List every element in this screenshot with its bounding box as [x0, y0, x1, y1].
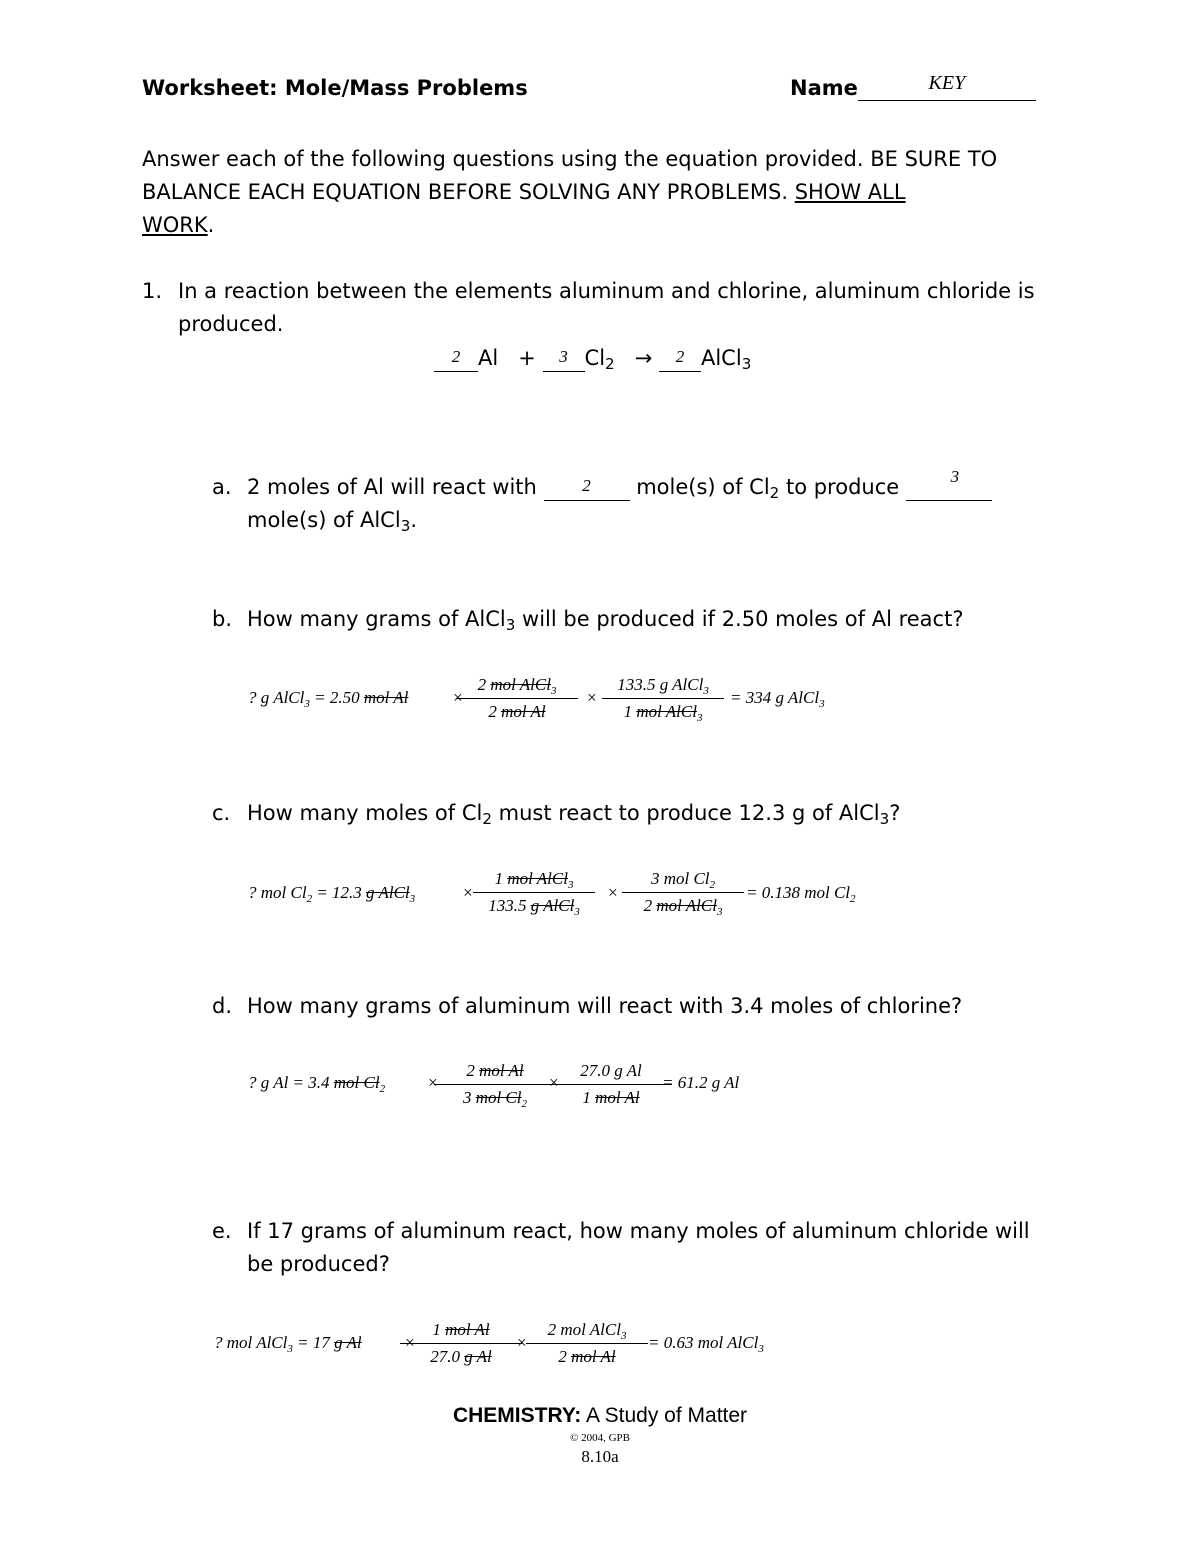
footer-copyright: © 2004, GPB [569, 1432, 630, 1444]
part-b-eq: = 2.50 [309, 688, 364, 707]
part-c-f2-den-strike: mol AlCl [656, 896, 717, 915]
part-e-label: e. [212, 1219, 232, 1243]
part-c-f2-num-sub: 2 [709, 879, 716, 891]
part-d-f2-bar [550, 1084, 672, 1085]
part-e-line-1: If 17 grams of aluminum react, how many moles of aluminum chloride will [247, 1219, 1030, 1243]
instructions [142, 143, 997, 242]
part-d-f2-den-strike: mol Al [595, 1088, 640, 1107]
part-b-f2-den-sub: 3 [696, 712, 703, 724]
part-d-f1-den-coef: 3 [462, 1088, 476, 1107]
part-b-f2-num-text: 133.5 g AlCl [617, 675, 704, 694]
part-c-eq: = 12.3 [312, 883, 367, 902]
part-e-eq: = 17 [292, 1333, 335, 1352]
part-b-f1-num-strike: mol AlCl [490, 675, 551, 694]
part-e-fraction-2 [522, 1319, 652, 1368]
part-a-t1: 2 moles of Al will react with [247, 475, 544, 499]
part-c-f1-den-coef: 133.5 [488, 896, 531, 915]
part-c-times-2: × [607, 883, 619, 902]
instructions-work: WORK [142, 213, 208, 237]
footer-brand-bold: CHEMISTRY: [452, 1404, 582, 1427]
part-c-fraction-2 [618, 868, 748, 917]
part-e-f1-den-coef: 27.0 [430, 1347, 465, 1366]
species-alcl: AlCl [700, 346, 742, 370]
coef-cl-blank [543, 347, 585, 372]
part-c-times-1: × [462, 883, 474, 902]
part-c-f1-num-coef: 1 [494, 869, 508, 888]
part-b-f1-den [452, 701, 582, 723]
part-c-lhs-text: ? mol Cl [248, 883, 307, 902]
part-d-question: How many grams of aluminum will react with 3.4 moles of chlorine? [247, 994, 963, 1018]
part-e-result [648, 1333, 764, 1353]
part-e-f2-den [522, 1346, 652, 1368]
part-d-lhs [248, 1073, 385, 1093]
part-d-f1-den [430, 1087, 560, 1109]
question-1-text [178, 275, 1035, 341]
part-c-f2-num-text: 3 mol Cl [650, 869, 710, 888]
instructions-line-2-text: BALANCE EACH EQUATION BEFORE SOLVING ANY PROBLEMS. [142, 180, 795, 204]
part-e-f2-den-strike: mol Al [571, 1347, 616, 1366]
part-a-text [247, 467, 992, 537]
part-b-f1-num [452, 674, 582, 696]
part-d-fraction-2 [546, 1060, 676, 1109]
part-e-f2-num-sub: 3 [620, 1330, 627, 1342]
part-c-q3: ? [889, 801, 901, 825]
part-c-label: c. [212, 801, 231, 825]
instructions-line-3 [142, 209, 997, 242]
name-label: Name [790, 76, 858, 100]
part-b-f2-den-strike: mol AlCl [636, 702, 697, 721]
part-b-f1-num-coef: 2 [477, 675, 491, 694]
part-b-f1-den-strike: mol Al [501, 702, 546, 721]
part-e-lhs-strike: g Al [334, 1333, 362, 1352]
species-cl: Cl [584, 346, 606, 370]
footer-brand-rest: A Study of Matter [581, 1404, 748, 1427]
part-b-times-2: × [586, 688, 598, 707]
part-c-f1-den-sub: 3 [574, 906, 580, 918]
reaction-arrow-icon: → [634, 346, 653, 370]
part-b-result-text: = 334 g AlCl [730, 688, 820, 707]
name-field[interactable] [790, 72, 1036, 101]
instructions-period: . [207, 213, 215, 237]
part-e-times-1: × [404, 1333, 416, 1352]
part-e-f1-num-strike: mol Al [445, 1320, 490, 1339]
question-1-number: 1. [142, 279, 163, 303]
instructions-line-1: Answer each of the following questions using the equation provided. BE SURE TO [142, 147, 998, 171]
part-a-line-2 [247, 504, 992, 537]
part-d-f2-den [546, 1087, 676, 1109]
part-c-q-sub1: 2 [482, 809, 492, 828]
part-b-f2-num-sub: 3 [703, 685, 709, 697]
part-d-f1-num-coef: 2 [466, 1061, 480, 1080]
part-a-label: a. [212, 475, 232, 499]
part-d-times-1: × [427, 1073, 439, 1092]
part-a-t2: mole(s) of Cl [629, 475, 770, 499]
part-b-fraction-1 [452, 674, 582, 723]
part-c-result-sub: 2 [850, 893, 856, 905]
coef-al-blank [434, 347, 478, 372]
footer-brand [0, 1404, 1200, 1428]
part-d-lhs-strike: mol Cl [333, 1073, 380, 1092]
part-e-f1-bar [400, 1343, 522, 1344]
part-e-lhs [214, 1333, 362, 1353]
plus-sign: + [518, 346, 536, 370]
part-d-f1-den-strike: mol Cl [475, 1088, 522, 1107]
name-blank [858, 72, 1036, 101]
instructions-line-2 [142, 176, 997, 209]
part-c-lhs-sub: 2 [306, 893, 313, 905]
part-b-result-sub: 3 [819, 698, 825, 710]
species-cl-sub: 2 [605, 354, 615, 373]
instructions-show-all: SHOW ALL [794, 180, 906, 204]
part-b-f2-den [598, 701, 728, 723]
coef-alcl-blank [659, 347, 701, 372]
part-c-f1-den [469, 895, 599, 917]
part-d-f1-num [430, 1060, 560, 1082]
part-d-lhs-text: ? g Al = 3.4 [248, 1073, 334, 1092]
part-e-f1-num-coef: 1 [432, 1320, 446, 1339]
part-b-q-sub: 3 [505, 615, 516, 634]
part-b-f2-num [598, 674, 728, 696]
part-e-result-sub: 3 [758, 1343, 764, 1355]
part-d-fraction-1 [430, 1060, 560, 1109]
footer [0, 1404, 1200, 1467]
part-b-q2: will be produced if 2.50 moles of Al react? [515, 607, 964, 631]
part-e-lhs-text: ? mol AlCl [214, 1333, 288, 1352]
part-b-lhs [248, 688, 408, 708]
part-b-lhs-strike: mol Al [363, 688, 409, 707]
question-1-line-2: produced. [178, 312, 284, 336]
part-e-lhs-sub: 3 [287, 1343, 293, 1355]
part-e-f1-den [396, 1346, 526, 1368]
part-e-fraction-1 [396, 1319, 526, 1368]
part-d-f2-den-coef: 1 [582, 1088, 596, 1107]
part-e-line-2: be produced? [247, 1252, 390, 1276]
part-b-question [247, 603, 963, 636]
part-c-fraction-1 [469, 868, 599, 917]
coef-alcl: 2 [675, 347, 685, 366]
part-b-f1-den-coef: 2 [488, 702, 502, 721]
part-c-f2-den [618, 895, 748, 917]
species-alcl-sub: 3 [741, 354, 752, 373]
part-a-line-1 [247, 467, 992, 504]
footer-page-number: 8.10a [581, 1447, 619, 1466]
part-e-times-2: × [516, 1333, 528, 1352]
part-c-f1-num [469, 868, 599, 890]
part-c-f2-den-coef: 2 [643, 896, 657, 915]
part-e-f2-num-text: 2 mol AlCl [547, 1320, 621, 1339]
part-c-f2-num [618, 868, 748, 890]
part-c-q1: How many moles of Cl [247, 801, 483, 825]
part-e-question [247, 1215, 1030, 1281]
part-c-question [247, 797, 900, 830]
part-a-answer-2: 3 [950, 467, 960, 486]
part-a-t4-sub: 3 [400, 516, 411, 535]
part-c-lhs-strike-sub: 3 [409, 893, 416, 905]
part-a-t3: to produce [779, 475, 906, 499]
part-a-answer-1: 2 [582, 476, 591, 495]
worksheet-title: Worksheet: Mole/Mass Problems [142, 76, 528, 100]
part-d-f1-bar [434, 1084, 556, 1085]
part-e-f2-num [522, 1319, 652, 1341]
part-c-f2-den-sub: 3 [716, 906, 723, 918]
part-d-f2-num: 27.0 g Al [580, 1061, 642, 1080]
balanced-equation [434, 342, 751, 375]
part-b-label: b. [212, 607, 233, 631]
part-c-f1-den-strike: g AlCl [530, 896, 575, 915]
part-c-lhs-strike: g AlCl [366, 883, 410, 902]
part-c-f1-bar [473, 892, 595, 893]
name-value: KEY [928, 72, 966, 94]
part-d-label: d. [212, 994, 233, 1018]
part-a-t2-sub: 2 [769, 483, 780, 502]
part-c-q2: must react to produce 12.3 g of AlCl [491, 801, 880, 825]
part-e-result-text: = 0.63 mol AlCl [648, 1333, 759, 1352]
part-c-f1-num-sub: 3 [567, 879, 574, 891]
part-a-blank-1 [544, 476, 630, 501]
part-e-f2-bar [526, 1343, 648, 1344]
part-b-result [730, 688, 825, 708]
question-1-line-1: In a reaction between the elements aluminum and chlorine, aluminum chloride is [178, 279, 1035, 303]
part-a-t4: mole(s) of AlCl [247, 508, 401, 532]
part-a-blank-2 [906, 467, 992, 501]
part-b-q1: How many grams of AlCl [247, 607, 506, 631]
part-e-f2-den-coef: 2 [558, 1347, 572, 1366]
part-b-fraction-2 [598, 674, 728, 723]
part-a-t5: . [410, 508, 417, 532]
part-c-q-sub2: 3 [879, 809, 890, 828]
coef-cl: 3 [559, 347, 568, 366]
part-e-f1-den-strike: g Al [464, 1347, 492, 1366]
part-b-times-1: × [452, 688, 464, 707]
part-c-result-text: = 0.138 mol Cl [746, 883, 851, 902]
part-b-f1-num-sub: 3 [550, 685, 557, 697]
part-c-f1-num-strike: mol AlCl [507, 869, 568, 888]
part-d-f1-num-strike: mol Al [479, 1061, 524, 1080]
part-c-f2-bar [622, 892, 744, 893]
part-b-lhs-sub: 3 [304, 698, 310, 710]
part-d-times-2: × [548, 1073, 560, 1092]
part-b-f2-den-coef: 1 [623, 702, 637, 721]
part-c-lhs [248, 883, 415, 903]
part-d-f1-den-sub: 2 [521, 1098, 528, 1110]
species-al: Al [478, 346, 499, 370]
part-d-result: = 61.2 g Al [662, 1073, 740, 1092]
part-d-lhs-strike-sub: 2 [379, 1083, 386, 1095]
part-b-f2-bar [602, 698, 724, 699]
part-e-f1-num [396, 1319, 526, 1341]
part-b-lhs-text: ? g AlCl [248, 688, 305, 707]
part-b-f1-bar [456, 698, 578, 699]
part-c-result [746, 883, 856, 903]
coef-al: 2 [451, 347, 461, 366]
